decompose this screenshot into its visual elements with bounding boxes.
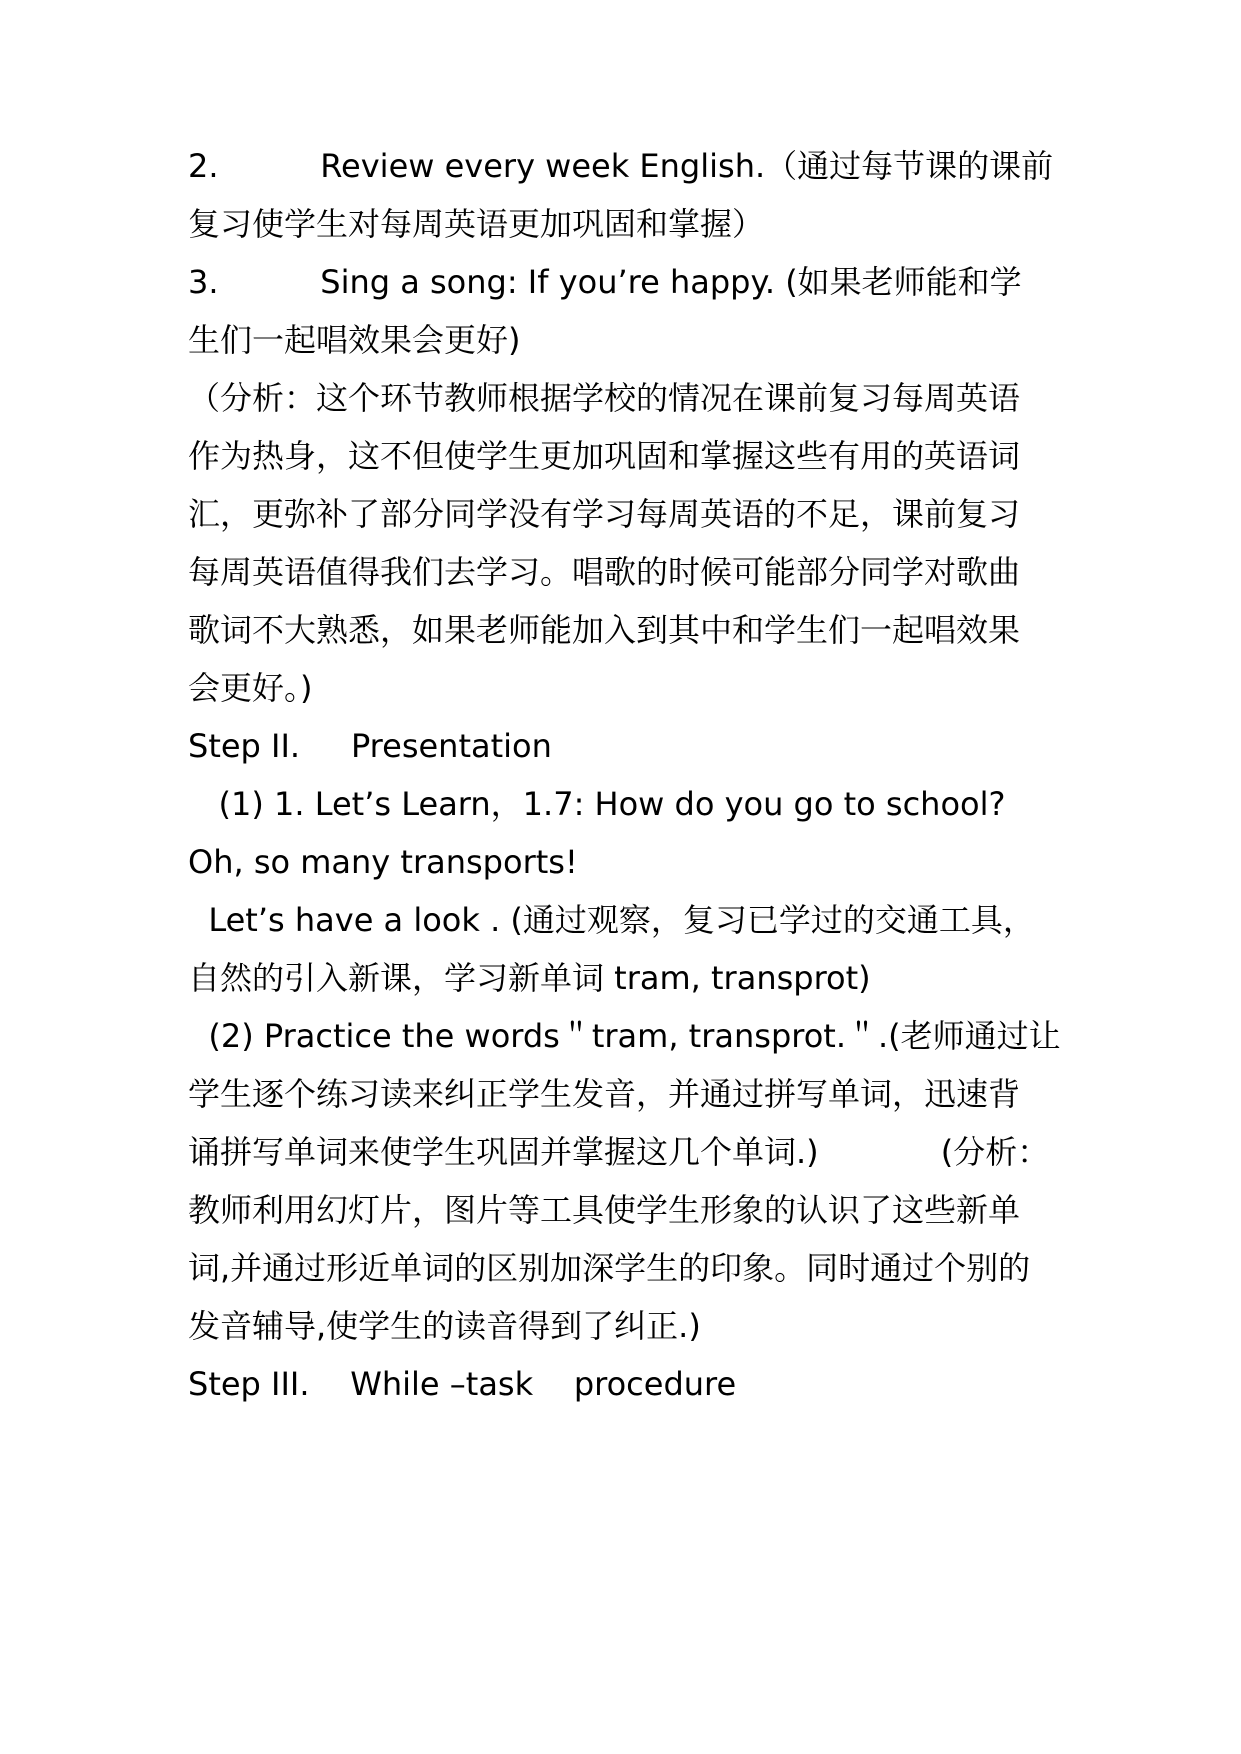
text-line: (2) Practice the words＂tram, transprot.＂.(老师通过让 <box>188 1017 1061 1055</box>
text-line: 歌词不大熟悉，如果老师能加入到其中和学生们一起唱效果 <box>188 611 1021 649</box>
text-line: Oh, so many transports! <box>188 843 578 881</box>
text-line: 发音辅导,使学生的读音得到了纠正.) <box>188 1307 701 1345</box>
section-heading: Step II. Presentation <box>188 727 552 765</box>
section-heading: Step III. While –task procedure <box>188 1365 737 1403</box>
text-line: （分析：这个环节教师根据学校的情况在课前复习每周英语 <box>188 379 1021 417</box>
text-line: (1) 1. Let’s Learn，1.7: How do you go to school? <box>188 785 1006 823</box>
text-line: 诵拼写单词来使学生巩固并掌握这几个单词.) (分析： <box>188 1133 1050 1171</box>
text-line: 2. Review every week English.（通过每节课的课前 <box>188 147 1054 185</box>
text-line: 汇，更弥补了部分同学没有学习每周英语的不足，课前复习 <box>188 495 1021 533</box>
text-line: 每周英语值得我们去学习。唱歌的时候可能部分同学对歌曲 <box>188 553 1021 591</box>
text-line: 生们一起唱效果会更好) <box>188 321 521 359</box>
text-line: 教师利用幻灯片，图片等工具使学生形象的认识了这些新单 <box>188 1191 1021 1229</box>
text-line: 复习使学生对每周英语更加巩固和掌握） <box>188 205 765 243</box>
text-line: 3. Sing a song: If you’re happy. (如果老师能和学 <box>188 263 1022 301</box>
text-line: 自然的引入新课，学习新单词 tram, transprot) <box>188 959 871 997</box>
text-line: 作为热身，这不但使学生更加巩固和掌握这些有用的英语词 <box>188 437 1021 475</box>
text-line: 学生逐个练习读来纠正学生发音，并通过拼写单词，迅速背 <box>188 1075 1021 1113</box>
text-line: Let’s have a look . (通过观察，复习已学过的交通工具， <box>188 901 1035 939</box>
text-line: 会更好。) <box>188 669 313 707</box>
text-line: 词,并通过形近单词的区别加深学生的印象。同时通过个别的 <box>188 1249 1031 1287</box>
